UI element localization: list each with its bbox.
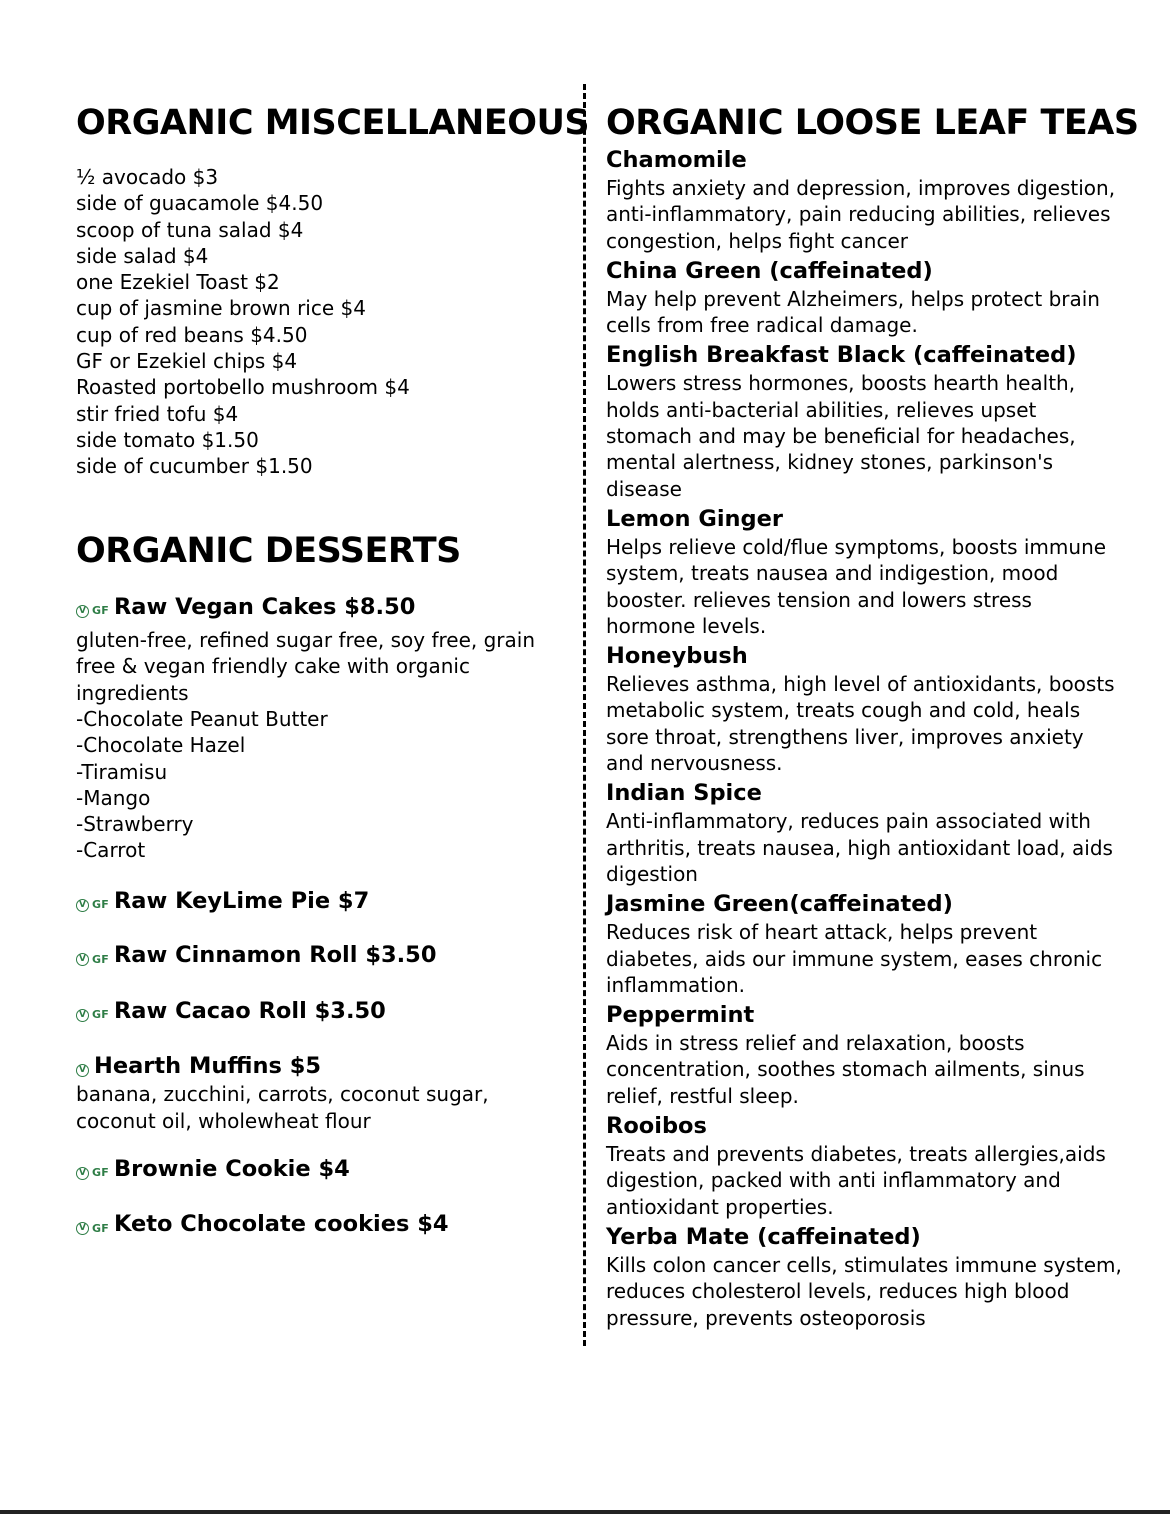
tea-name: Honeybush (606, 643, 748, 670)
misc-item: side tomato $1.50 (76, 427, 259, 452)
gluten-free-badge: GF (92, 1221, 109, 1235)
tea-item (606, 890, 1126, 998)
tea-description: Anti-inflammatory, reduces pain associated with arthritis, treats nausea, high antioxidant load, aids digestion (606, 809, 1113, 886)
cake-flavor-list (76, 706, 546, 864)
misc-item: ½ avocado $3 (76, 165, 219, 189)
misc-item: side of guacamole $4.50 (76, 191, 324, 216)
misc-item: GF or Ezekiel chips $4 (76, 349, 298, 374)
desserts-section-title: ORGANIC DESSERTS (76, 530, 461, 571)
tea-description: Aids in stress relief and relaxation, boosts concentration, soothes stomach ailments, sinus relief, restful sleep. (606, 1031, 1085, 1108)
misc-list (76, 164, 546, 480)
dietary-badges (76, 1214, 109, 1244)
vegan-icon: V (76, 1167, 89, 1180)
misc-item: Roasted portobello mushroom $4 (76, 375, 410, 400)
dessert-name: Hearth Muffins $5 (94, 1053, 322, 1080)
vegan-icon: V (76, 1009, 89, 1022)
misc-item: side of cucumber $1.50 (76, 454, 313, 479)
gluten-free-badge: GF (92, 898, 109, 912)
dessert-description: gluten-free, refined sugar free, soy free, grain free & vegan friendly cake with organic ingredients (76, 628, 536, 705)
dessert-name: Raw KeyLime Pie $7 (113, 887, 370, 914)
cake-flavor: -Chocolate Hazel (76, 733, 246, 758)
tea-item (606, 257, 1126, 339)
dietary-badges (76, 1064, 89, 1077)
tea-name: Lemon Ginger (606, 505, 784, 532)
tea-item (606, 1001, 1126, 1109)
tea-name: Indian Spice (606, 780, 762, 807)
tea-item (606, 341, 1126, 501)
dessert-item (76, 1209, 546, 1245)
misc-item: side salad $4 (76, 243, 209, 268)
dietary-badges (76, 1000, 109, 1030)
dessert-item (76, 592, 546, 864)
vegan-icon: V (76, 953, 89, 966)
bottom-rule (0, 1510, 1170, 1514)
misc-item: scoop of tuna salad $4 (76, 217, 304, 242)
tea-item (606, 642, 1126, 776)
tea-description: Kills colon cancer cells, stimulates immune system, reduces cholesterol levels, reduces high blood pressure, prevents osteoporosis (606, 1252, 1122, 1330)
tea-item (606, 1112, 1126, 1220)
cake-flavor: -Strawberry (76, 812, 194, 837)
tea-name: Chamomile (606, 147, 747, 173)
dessert-name: Brownie Cookie $4 (113, 1155, 350, 1182)
tea-description: Relieves asthma, high level of antioxidants, boosts metabolic system, treats cough and cold, heals sore throat, strengthens liver, improves anxiety and nervousness. (606, 672, 1115, 776)
gluten-free-badge: GF (92, 1166, 109, 1180)
cake-flavor: -Chocolate Peanut Butter (76, 706, 328, 731)
vegan-icon: V (76, 1064, 89, 1077)
dessert-name: Raw Cacao Roll $3.50 (113, 997, 386, 1024)
dessert-name: Raw Vegan Cakes $8.50 (113, 593, 416, 620)
tea-item (606, 779, 1126, 887)
right-column (606, 100, 1139, 1334)
tea-name: English Breakfast Black (caffeinated) (606, 342, 1077, 369)
tea-description: May help prevent Alzheimers, helps protect brain cells from free radical damage. (606, 286, 1100, 338)
dietary-badges (76, 945, 109, 975)
tea-description: Helps relieve cold/flue symptoms, boosts immune system, treats nausea and indigestion, mood booster. relieves tension and lowers stress hormone levels. (606, 534, 1107, 638)
left-column (76, 100, 590, 1245)
misc-item: one Ezekiel Toast $2 (76, 270, 280, 295)
cake-flavor: -Carrot (76, 838, 146, 863)
vegan-icon: V (76, 899, 89, 912)
dietary-badges (76, 890, 109, 920)
column-divider (583, 84, 586, 1346)
tea-name: Peppermint (606, 1002, 755, 1029)
misc-item: cup of red beans $4.50 (76, 322, 308, 347)
dessert-item (76, 1051, 546, 1134)
tea-description: Reduces risk of heart attack, helps prevent diabetes, aids our immune system, eases chronic inflammation. (606, 920, 1103, 997)
tea-name: China Green (caffeinated) (606, 257, 933, 284)
dessert-description: banana, zucchini, carrots, coconut sugar, coconut oil, wholewheat flour (76, 1082, 489, 1133)
tea-description: Fights anxiety and depression, improves digestion, anti-inflammatory, pain reducing abilities, relieves congestion, helps fight cancer (606, 176, 1116, 253)
vegan-icon: V (76, 605, 89, 618)
tea-description: Treats and prevents diabetes, treats allergies,aids digestion, packed with anti inflammatory and antioxidant properties. (606, 1142, 1106, 1219)
tea-name: Yerba Mate (caffeinated) (606, 1223, 921, 1250)
misc-item: stir fried tofu $4 (76, 401, 239, 426)
dessert-item (76, 996, 546, 1032)
gluten-free-badge: GF (92, 1008, 109, 1022)
gluten-free-badge: GF (92, 604, 109, 618)
misc-item: cup of jasmine brown rice $4 (76, 296, 366, 321)
teas-section-title: ORGANIC LOOSE LEAF TEAS (606, 103, 1139, 143)
tea-name: Rooibos (606, 1113, 707, 1140)
tea-item (606, 1223, 1126, 1331)
dietary-badges (76, 596, 109, 626)
cake-flavor: -Tiramisu (76, 759, 168, 784)
tea-description: Lowers stress hormones, boosts hearth health, holds anti-bacterial abilities, relieves upset stomach and may be beneficial for headaches, mental alertness, kidney stones, parkinson's disease (606, 371, 1076, 501)
vegan-icon: V (76, 1222, 89, 1235)
gluten-free-badge: GF (92, 952, 109, 966)
dessert-item (76, 1154, 546, 1190)
misc-section-title: ORGANIC MISCELLANEOUS (76, 103, 590, 143)
dietary-badges (76, 1158, 109, 1188)
dessert-name: Keto Chocolate cookies $4 (113, 1211, 449, 1238)
cake-flavor: -Mango (76, 785, 151, 810)
tea-item (606, 146, 1126, 254)
dessert-item (76, 940, 546, 976)
tea-name: Jasmine Green(caffeinated) (606, 891, 953, 918)
tea-item (606, 505, 1126, 639)
dessert-item (76, 886, 546, 922)
dessert-name: Raw Cinnamon Roll $3.50 (113, 942, 437, 969)
